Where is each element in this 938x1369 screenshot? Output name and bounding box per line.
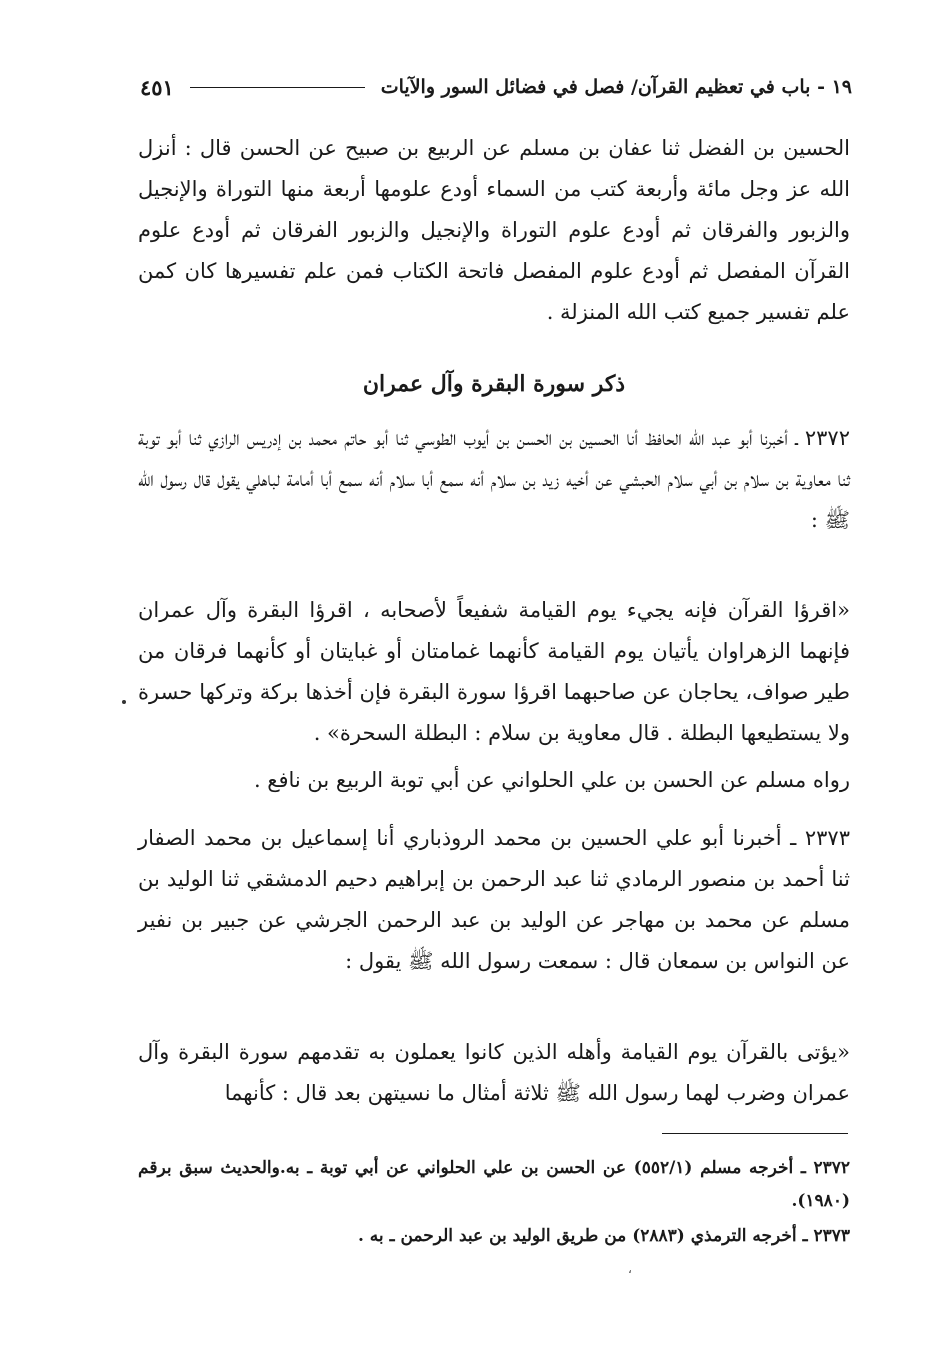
hadith-2372-matn-text: «اقرؤا القرآن فإنه يجيء يوم القيامة شفيعاً لأصحابه ، اقرؤا البقرة وآل عمران فإنهما الزهراوان يأتيان يوم القيامة كأنهما غمامتان أو غبايتان أو كأنهما فرقان من طير صواف، يحاجان عن صاحبهما اقرؤا سورة البقرة فإن أخذها بركة وتركها حسرة ولا يستطيعها البطلة . قال معاوية بن سلام : البطلة السحرة» .	[138, 598, 850, 745]
hadith-2372-isnad	[138, 418, 850, 541]
intro-paragraph	[138, 128, 850, 333]
hadith-2372-riwaya	[138, 760, 850, 801]
footnote-separator	[662, 1133, 848, 1134]
header-rule	[190, 87, 365, 88]
hadith-2372-isnad-text: ٢٣٧٢ ـ أخبرنا أبو عبد الله الحافظ أنا الحسين بن الحسن بن أيوب الطوسي ثنا أبو حاتم محمد بن إدريس الرازي ثنا أبو توبة ثنا معاوية بن سلام بن أبي سلام الحبشي عن أخيه زيد بن سلام أنه سمع أبا سلام أنه سمع أبا أمامة لباهلي يقول قال رسول الله ﷺ :	[138, 426, 850, 532]
hadith-2373-isnad	[138, 818, 850, 982]
hadith-2373-matn	[138, 1032, 850, 1114]
running-header	[140, 72, 852, 102]
page-number: ٤٥١	[140, 74, 174, 100]
hadith-2373-isnad-text: ٢٣٧٣ ـ أخبرنا أبو علي الحسين بن محمد الروذباري أنا إسماعيل بن محمد الصفار ثنا أحمد بن منصور الرمادي ثنا عبد الرحمن بن إبراهيم دحيم الدمشقي ثنا الوليد بن مسلم عن محمد بن مهاجر عن الوليد بن عبد الرحمن الجرشي عن جبير بن نفير عن النواس بن سمعان قال : سمعت رسول الله ﷺ يقول :	[138, 826, 850, 973]
hadith-2372-riwaya-text: رواه مسلم عن الحسن بن علي الحلواني عن أبي توبة الربيع بن نافع .	[253, 768, 850, 792]
intro-text: الحسين بن الفضل ثنا عفان بن مسلم عن الربيع بن صبيح عن الحسن قال : أنزل الله عز وجل مائة وأربعة كتب من السماء أودع علومها أربعة منها التوراة والإنجيل والزبور والفرقان ثم أودع علوم التوراة والإنجيل والزبور الفرقان ثم أودع علوم القرآن المفصل ثم أودع علوم المفصل فاتحة الكتاب فمن علم تفسيرها كان كمن علم تفسير جميع كتب الله المنزلة .	[138, 136, 850, 324]
bottom-mark: ،	[628, 1262, 632, 1276]
footnotes	[138, 1152, 850, 1255]
hadith-2372-matn	[138, 590, 850, 754]
footnote-2373: ٢٣٧٣ ـ أخرجه الترمذي (٢٨٨٣) من طريق الوليد بن عبد الرحمن ـ به .	[357, 1226, 850, 1246]
margin-dot	[122, 700, 126, 704]
section-heading: ذكر سورة البقرة وآل عمران	[362, 371, 626, 397]
hadith-2373-matn-text: «يؤتى بالقرآن يوم القيامة وأهله الذين كانوا يعملون به تقدمهم سورة البقرة وآل عمران وضرب لهما رسول الله ﷺ ثلاثة أمثال ما نسيتهن بعد قال : كأنهما	[138, 1040, 850, 1105]
chapter-title: ١٩ - باب في تعظيم القرآن/ فصل في فضائل السور والآيات	[380, 76, 852, 98]
footnote-2372: ٢٣٧٢ ـ أخرجه مسلم (٥٥٢/١) عن الحسن بن علي الحلواني عن أبي توبة ـ به.والحديث سبق برقم (١٩٨٠).	[138, 1158, 850, 1211]
